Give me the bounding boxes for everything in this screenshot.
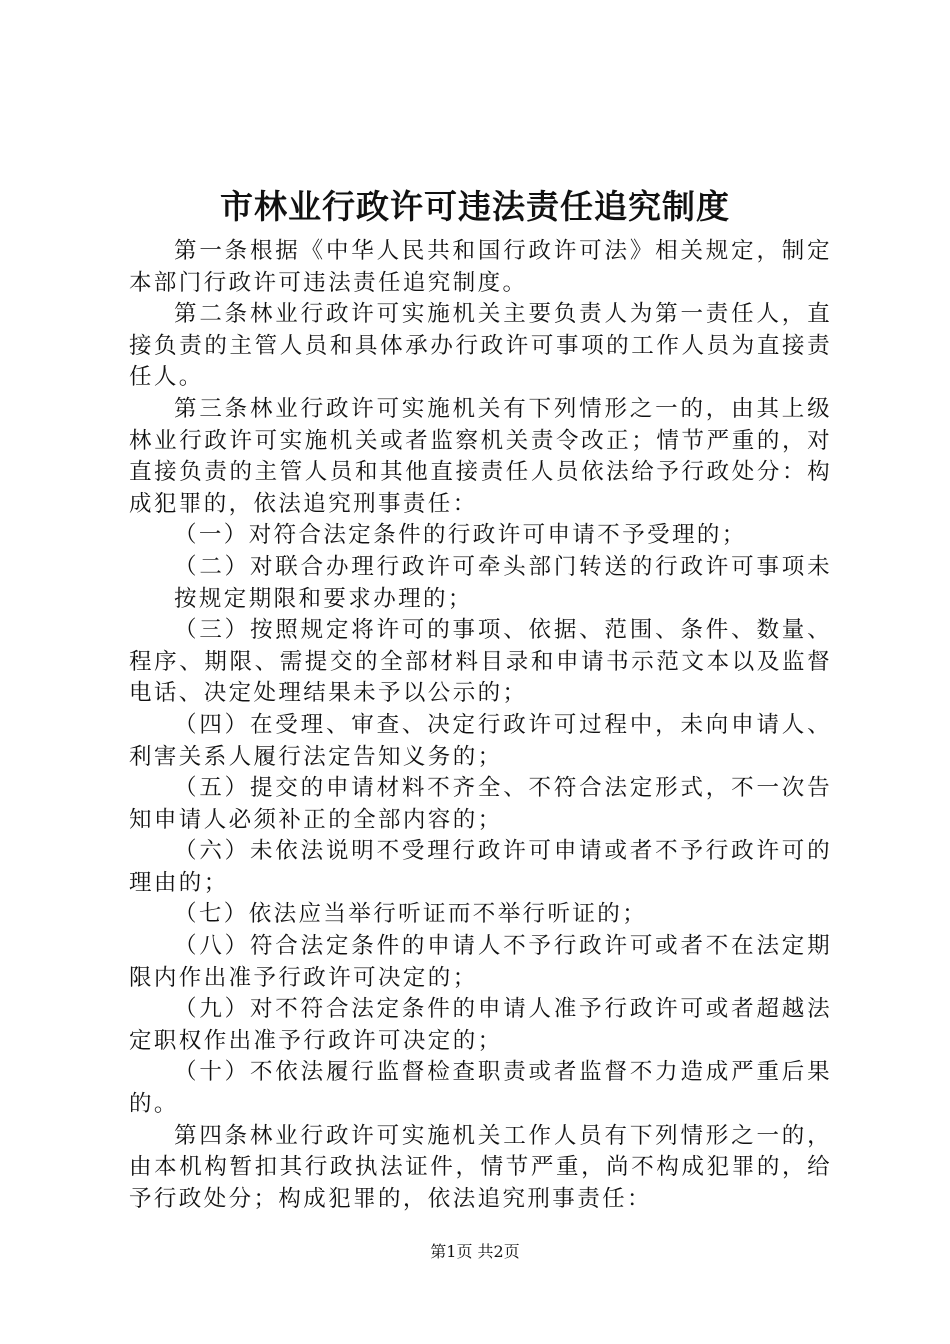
clause-9: （九）对不符合法定条件的申请人准予行政许可或者超越法定职权作出准予行政许可决定的；	[129, 996, 832, 1054]
article-3: 第三条林业行政许可实施机关有下列情形之一的，由其上级林业行政许可实施机关或者监察机关责令改正；情节严重的，对直接负责的主管人员和其他直接责任人员依法给予行政处分：构成犯罪的，依法追究刑事责任：	[129, 395, 832, 517]
clause-10: （十）不依法履行监督检查职责或者监督不力造成严重后果的。	[129, 1059, 832, 1118]
article-1: 第一条根据《中华人民共和国行政许可法》相关规定，制定本部门行政许可违法责任追究制度。	[129, 238, 832, 296]
clause-2: （二）对联合办理行政许可牵头部门转送的行政许可事项未按规定期限和要求办理的；	[174, 553, 832, 612]
document-body	[129, 236, 832, 1215]
clause-7: （七）依法应当举行听证而不举行听证的；	[174, 901, 648, 928]
article-2: 第二条林业行政许可实施机关主要负责人为第一责任人，直接负责的主管人员和具体承办行政许可事项的工作人员为直接责任人。	[129, 301, 832, 391]
clause-4: （四）在受理、审查、决定行政许可过程中，未向申请人、利害关系人履行法定告知义务的；	[129, 711, 832, 770]
clause-6: （六）未依法说明不受理行政许可申请或者不予行政许可的理由的；	[129, 838, 832, 896]
clause-1: （一）对符合法定条件的行政许可申请不予受理的；	[174, 522, 747, 549]
article-4: 第四条林业行政许可实施机关工作人员有下列情形之一的，由本机构暂扣其行政执法证件，情节严重，尚不构成犯罪的，给予行政处分；构成犯罪的，依法追究刑事责任：	[129, 1122, 832, 1212]
clause-8: （八）符合法定条件的申请人不予行政许可或者不在法定期限内作出准予行政许可决定的；	[129, 933, 832, 991]
clause-3: （三）按照规定将许可的事项、依据、范围、条件、数量、程序、期限、需提交的全部材料目录和申请书示范文本以及监督电话、决定处理结果未予以公示的；	[129, 617, 832, 707]
document-title: 市林业行政许可违法责任追究制度	[220, 187, 730, 226]
page-footer: 第1页 共2页	[430, 1242, 520, 1261]
clause-5: （五）提交的申请材料不齐全、不符合法定形式，不一次告知申请人必须补正的全部内容的；	[129, 775, 832, 833]
